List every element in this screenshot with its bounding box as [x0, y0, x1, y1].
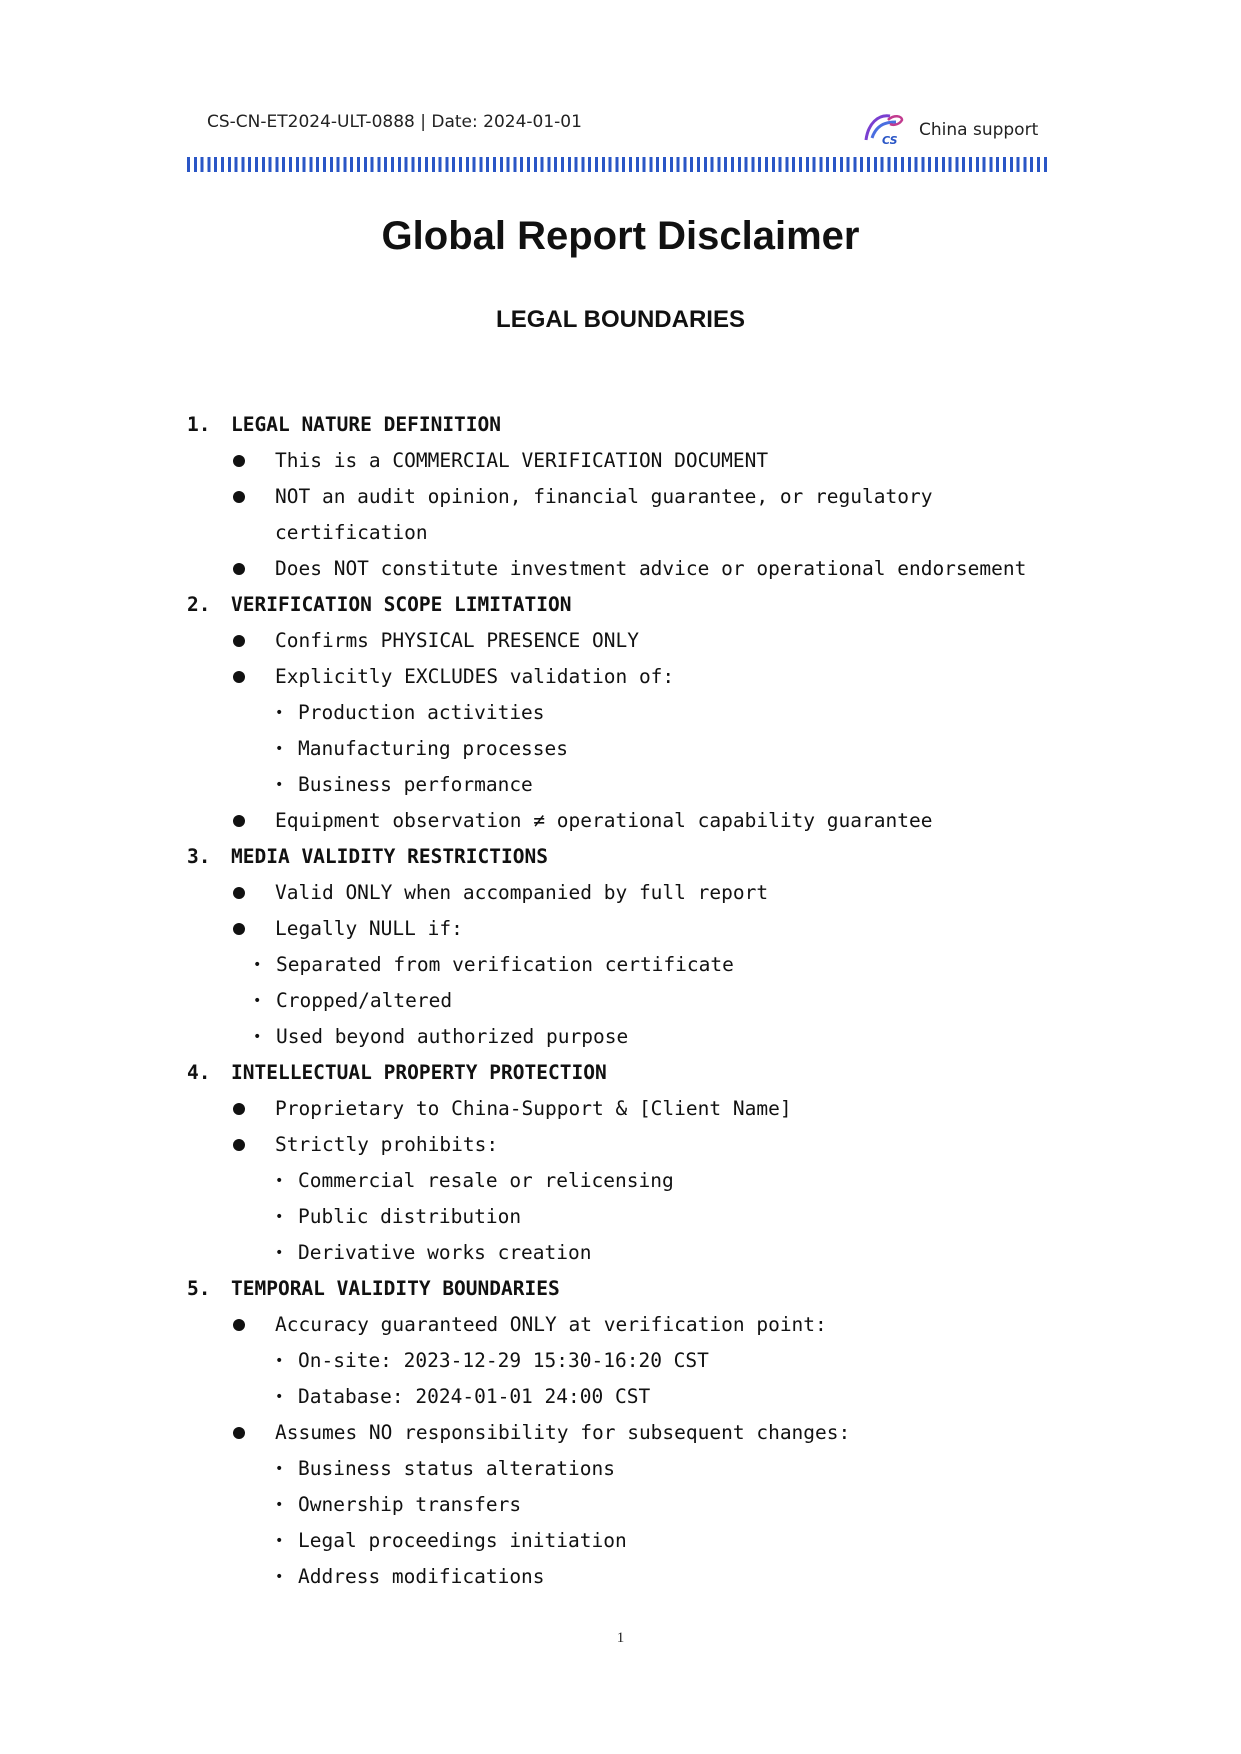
- small-bullet-icon: •: [275, 1353, 284, 1369]
- section-title: VERIFICATION SCOPE LIMITATION: [231, 593, 572, 616]
- sub-item-text: Database: 2024-01-01 24:00 CST: [298, 1385, 651, 1408]
- bullet-icon: [233, 1427, 245, 1439]
- list-item-text: Explicitly EXCLUDES validation of:: [275, 665, 675, 688]
- bullet-icon: [233, 563, 245, 575]
- section-title: MEDIA VALIDITY RESTRICTIONS: [231, 845, 548, 868]
- list-item-text: NOT an audit opinion, financial guarantee, or regulatory: [275, 485, 933, 508]
- list-item-text: Does NOT constitute investment advice or operational endorsement: [275, 557, 1027, 580]
- list-item-text: Equipment observation ≠ operational capability guarantee: [275, 809, 933, 832]
- small-bullet-icon: •: [275, 741, 284, 757]
- sub-list-item: [187, 983, 1087, 1019]
- bullet-icon: [233, 455, 245, 467]
- small-bullet-icon: •: [275, 1497, 284, 1513]
- list-item-text: Legally NULL if:: [275, 917, 463, 940]
- section-number: 1.: [187, 413, 211, 436]
- small-bullet-icon: •: [275, 1173, 284, 1189]
- sub-item-text: Address modifications: [298, 1565, 545, 1588]
- list-item: [187, 911, 1087, 947]
- sub-list-item: [187, 1559, 1087, 1595]
- list-item-text: certification: [275, 521, 428, 544]
- page-title: Global Report Disclaimer: [381, 214, 860, 258]
- list-item: [187, 875, 1087, 911]
- small-bullet-icon: •: [253, 957, 262, 973]
- section-number: 3.: [187, 845, 211, 868]
- sub-item-text: Ownership transfers: [298, 1493, 522, 1516]
- sub-list-item: [187, 1343, 1087, 1379]
- small-bullet-icon: •: [275, 777, 284, 793]
- bullet-icon: [233, 491, 245, 503]
- small-bullet-icon: •: [275, 1461, 284, 1477]
- list-item-continuation: [187, 515, 1087, 551]
- sub-list-item: [187, 1019, 1087, 1055]
- page-subtitle: LEGAL BOUNDARIES: [496, 306, 745, 333]
- section-heading: [187, 587, 1087, 623]
- small-bullet-icon: •: [275, 1569, 284, 1585]
- small-bullet-icon: •: [275, 1245, 284, 1261]
- bullet-icon: [233, 671, 245, 683]
- section-heading: [187, 407, 1087, 443]
- disclaimer-list: [187, 407, 1087, 1595]
- sub-item-text: Cropped/altered: [276, 989, 453, 1012]
- sub-item-text: Used beyond authorized purpose: [276, 1025, 629, 1048]
- section-title: INTELLECTUAL PROPERTY PROTECTION: [231, 1061, 607, 1084]
- bullet-icon: [233, 1139, 245, 1151]
- bullet-icon: [233, 635, 245, 647]
- bullet-icon: [233, 1103, 245, 1115]
- sub-list-item: [187, 695, 1087, 731]
- small-bullet-icon: •: [275, 1209, 284, 1225]
- sub-list-item: [187, 1235, 1087, 1271]
- list-item: [187, 551, 1087, 587]
- section-number: 2.: [187, 593, 211, 616]
- small-bullet-icon: •: [275, 1389, 284, 1405]
- sub-list-item: [187, 731, 1087, 767]
- sub-item-text: Public distribution: [298, 1205, 522, 1228]
- section-number: 5.: [187, 1277, 211, 1300]
- bullet-icon: [233, 815, 245, 827]
- sub-item-text: Manufacturing processes: [298, 737, 569, 760]
- sub-item-text: Separated from verification certificate: [276, 953, 734, 976]
- bullet-icon: [233, 923, 245, 935]
- sub-list-item: [187, 767, 1087, 803]
- china-support-logo-icon: [862, 110, 904, 146]
- header-rule: [187, 157, 1049, 172]
- list-item-text: Proprietary to China-Support & [Client Name]: [275, 1097, 792, 1120]
- section-number: 4.: [187, 1061, 211, 1084]
- sub-list-item: [187, 1199, 1087, 1235]
- list-item: [187, 1127, 1087, 1163]
- sub-list-item: [187, 1487, 1087, 1523]
- list-item-text: Valid ONLY when accompanied by full report: [275, 881, 769, 904]
- sub-item-text: Derivative works creation: [298, 1241, 592, 1264]
- list-item-text: Strictly prohibits:: [275, 1133, 499, 1156]
- small-bullet-icon: •: [275, 705, 284, 721]
- brand-name: China support: [919, 120, 1039, 140]
- list-item: [187, 659, 1087, 695]
- list-item: [187, 803, 1087, 839]
- list-item: [187, 1307, 1087, 1343]
- small-bullet-icon: •: [253, 993, 262, 1009]
- list-item: [187, 1091, 1087, 1127]
- list-item: [187, 443, 1087, 479]
- bullet-icon: [233, 1319, 245, 1331]
- sub-list-item: [187, 1451, 1087, 1487]
- sub-list-item: [187, 1379, 1087, 1415]
- small-bullet-icon: •: [253, 1029, 262, 1045]
- sub-list-item: [187, 947, 1087, 983]
- list-item: [187, 623, 1087, 659]
- section-title: TEMPORAL VALIDITY BOUNDARIES: [231, 1277, 560, 1300]
- section-heading: [187, 1271, 1087, 1307]
- sub-item-text: Business status alterations: [298, 1457, 615, 1480]
- list-item: [187, 1415, 1087, 1451]
- sub-item-text: On-site: 2023-12-29 15:30-16:20 CST: [298, 1349, 709, 1372]
- small-bullet-icon: •: [275, 1533, 284, 1549]
- list-item-text: Accuracy guaranteed ONLY at verification point:: [275, 1313, 827, 1336]
- sub-item-text: Legal proceedings initiation: [298, 1529, 627, 1552]
- sub-item-text: Production activities: [298, 701, 545, 724]
- section-heading: [187, 839, 1087, 875]
- list-item-text: Assumes NO responsibility for subsequent changes:: [275, 1421, 851, 1444]
- list-item-text: This is a COMMERCIAL VERIFICATION DOCUMENT: [275, 449, 769, 472]
- section-title: LEGAL NATURE DEFINITION: [231, 413, 502, 436]
- bullet-icon: [233, 887, 245, 899]
- sub-item-text: Business performance: [298, 773, 533, 796]
- section-heading: [187, 1055, 1087, 1091]
- logo-text: CS: [882, 134, 898, 146]
- document-reference: CS-CN-ET2024-ULT-0888 | Date: 2024-01-01: [207, 112, 582, 132]
- sub-list-item: [187, 1163, 1087, 1199]
- list-item: [187, 479, 1087, 515]
- page-number: 1: [616, 1630, 625, 1646]
- sub-list-item: [187, 1523, 1087, 1559]
- list-item-text: Confirms PHYSICAL PRESENCE ONLY: [275, 629, 639, 652]
- sub-item-text: Commercial resale or relicensing: [298, 1169, 674, 1192]
